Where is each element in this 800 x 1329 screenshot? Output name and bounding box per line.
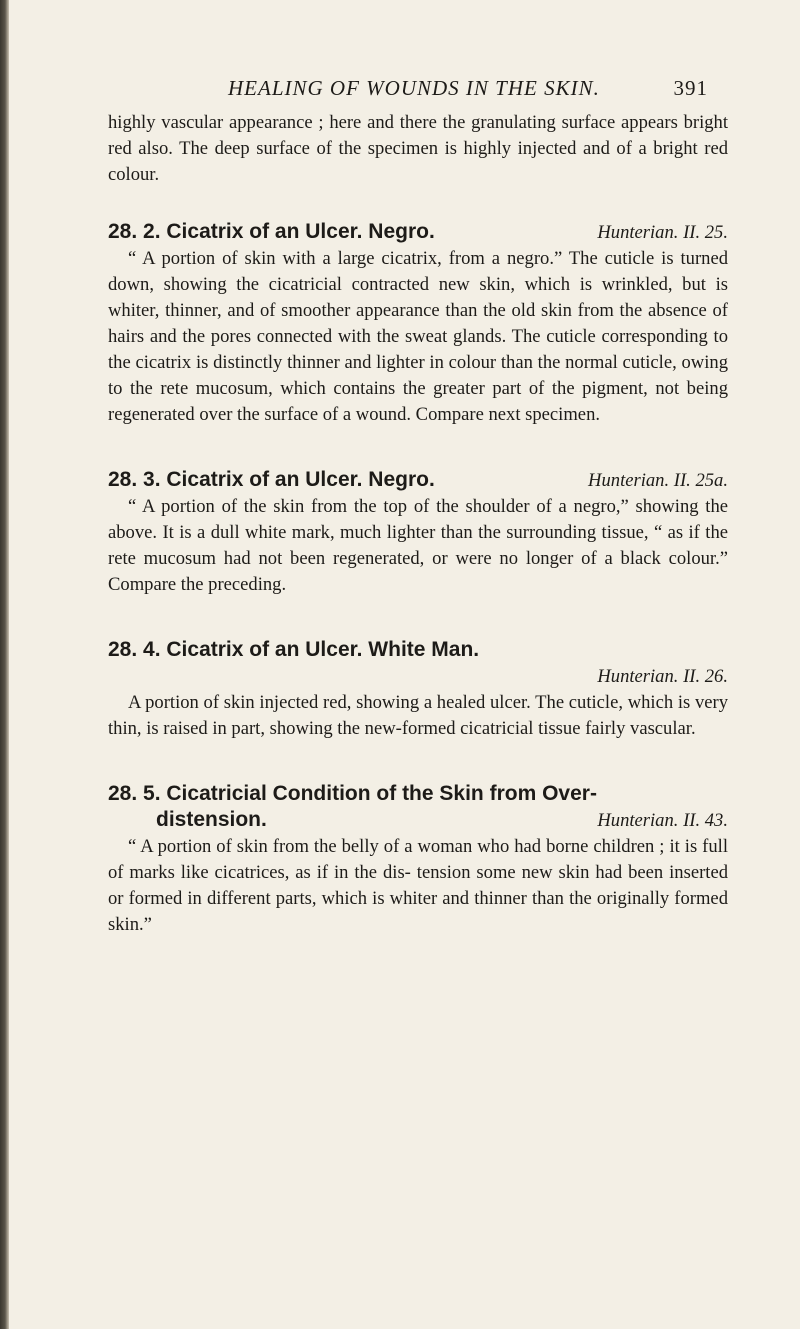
entry-heading — [108, 782, 728, 806]
entry-title-continued: distension. — [156, 808, 267, 831]
entry-title: 28. 4. Cicatrix of an Ulcer. White Man. — [108, 638, 480, 661]
page-binding-edge — [0, 0, 9, 1329]
entry-title: 28. 2. Cicatrix of an Ulcer. Negro. — [108, 220, 435, 243]
page-number: 391 — [673, 76, 708, 100]
entry-title: 28. 5. Cicatricial Condition of the Skin from Over- — [108, 782, 597, 805]
entry-heading — [108, 220, 728, 244]
entry-reference: Hunterian. II. 25. — [597, 222, 728, 243]
entry-28-3 — [108, 468, 728, 598]
entry-reference-line — [108, 664, 728, 690]
page-body — [108, 110, 728, 938]
entry-reference: Hunterian. II. 43. — [597, 810, 728, 831]
entry-28-2 — [108, 220, 728, 428]
intro-paragraph: highly vascular appearance ; here and there the granulating surface appears bright red also. The deep surface of the specimen is highly injected and of a bright red colour. — [108, 112, 728, 185]
entry-reference: Hunterian. II. 25a. — [588, 470, 728, 491]
entry-title: 28. 3. Cicatrix of an Ulcer. Negro. — [108, 468, 435, 491]
entry-body: “ A portion of skin with a large cicatrix, from a negro.” The cuticle is turned down, showing the cicatricial contracted new skin, which is wrinkled, but is whiter, thinner, and of smoother appearance than the old skin from the absence of hairs and the pores connected with the sweat glands. The cuticle corresponding to the cicatrix is distinctly thinner and lighter in colour than the normal cuticle, owing to the rete mucosum, which contains the greater part of the pigment, not being regenerated over the surface of a wound. Compare next specimen. — [108, 248, 728, 425]
running-title: HEALING OF WOUNDS IN THE SKIN. — [228, 76, 600, 100]
page-header — [228, 76, 708, 101]
entry-body: A portion of skin injected red, showing a healed ulcer. The cuticle, which is very thin, is raised in part, showing the new-formed cicatricial tissue fairly vascular. — [108, 692, 728, 739]
entry-reference: Hunterian. II. 26. — [597, 666, 728, 687]
entry-28-4 — [108, 638, 728, 742]
entry-heading — [108, 638, 728, 662]
entry-28-5 — [108, 782, 728, 938]
entry-heading-continued — [108, 808, 728, 832]
entry-body: “ A portion of skin from the belly of a woman who had borne children ; it is full of marks like cicatrices, as if in the dis- tension some new skin had been inserted or formed in different parts, which is whiter and thinner than the originally formed skin.” — [108, 836, 728, 935]
entry-body: “ A portion of the skin from the top of the shoulder of a negro,” showing the above. It is a dull white mark, much lighter than the surrounding tissue, “ as if the rete mucosum had not been regenerated, or were no longer of a black colour.” Compare the preceding. — [108, 496, 728, 595]
entry-heading — [108, 468, 728, 492]
